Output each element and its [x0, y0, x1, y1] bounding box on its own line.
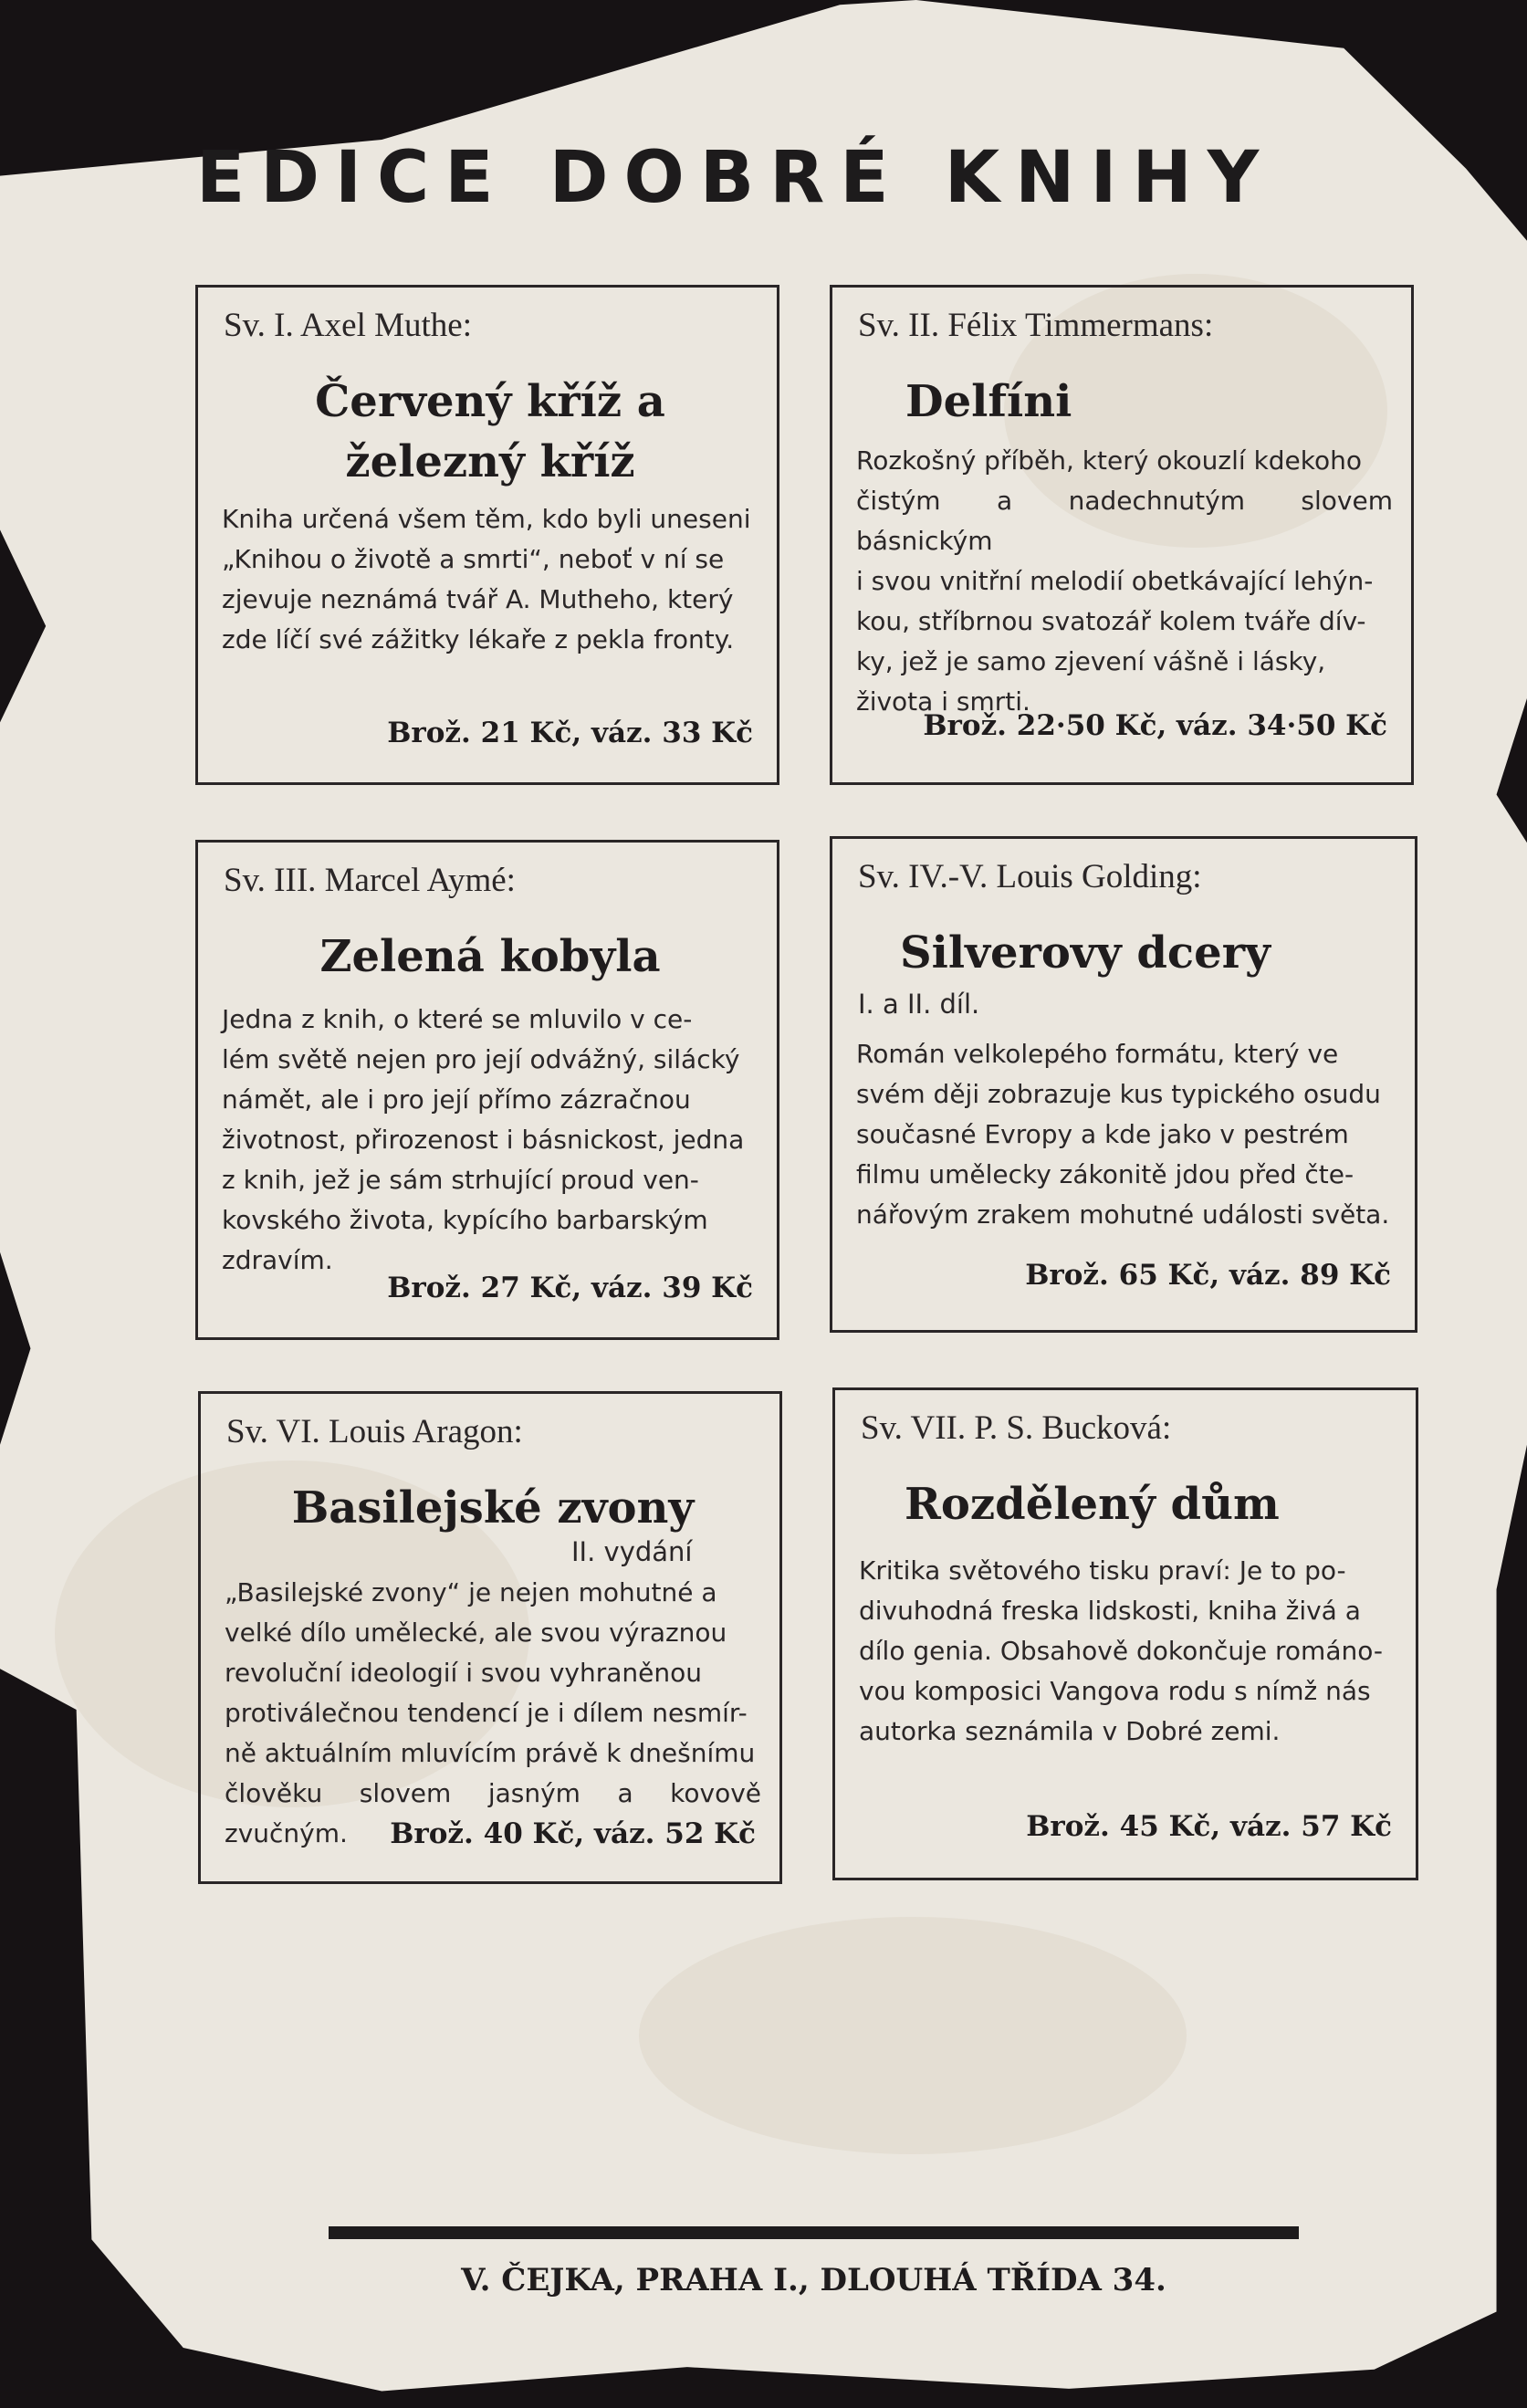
desc-line: filmu umělecky zákonitě jdou před čte-	[856, 1159, 1354, 1189]
book-price: Brož. 21 Kč, váz. 33 Kč	[387, 717, 753, 749]
book-title	[900, 923, 1271, 983]
book-card-1	[195, 285, 779, 785]
book-title-line: Silverovy dcery	[900, 927, 1271, 979]
desc-line: zjevuje neznámá tvář A. Mutheho, který	[222, 584, 734, 614]
book-card-2	[830, 285, 1414, 785]
desc-line: čistým a nadechnutým slovem básnickým	[856, 486, 1393, 556]
book-price: Brož. 65 Kč, váz. 89 Kč	[1025, 1259, 1391, 1292]
desc-line: životnost, přirozenost i básnickost, jedna	[222, 1125, 745, 1155]
desc-line: ky, jež je samo zjevení vášně i lásky,	[856, 646, 1326, 676]
desc-line: Kniha určená všem těm, kdo byli uneseni	[222, 504, 751, 534]
publisher-address: V. ČEJKA, PRAHA I., DLOUHÁ TŘÍDA 34.	[461, 2262, 1166, 2298]
desc-line: „Knihou o životě a smrti“, neboť v ní se	[222, 544, 725, 574]
book-price: Brož. 27 Kč, váz. 39 Kč	[387, 1272, 753, 1304]
desc-line: ně aktuálním mluvícím právě k dnešnímu	[225, 1738, 756, 1768]
desc-line: svém ději zobrazuje kus typického osudu	[856, 1079, 1381, 1109]
desc-line: z knih, jež je sám strhující proud ven-	[222, 1165, 699, 1195]
desc-line: Jedna z knih, o které se mluvilo v ce-	[222, 1004, 693, 1034]
book-author: Sv. IV.-V. Louis Golding:	[858, 858, 1202, 895]
desc-line: „Basilejské zvony“ je nejen mohutné a	[225, 1577, 717, 1607]
paper-stain	[639, 1917, 1187, 2154]
book-author: Sv. III. Marcel Aymé:	[224, 862, 516, 899]
book-title-line: Zelená kobyla	[319, 931, 661, 982]
book-title-line: Delfíni	[905, 376, 1072, 427]
book-description	[225, 1573, 761, 1854]
book-subtitle: II. vydání	[571, 1536, 693, 1567]
book-price: Brož. 40 Kč, váz. 52 Kč	[390, 1817, 756, 1850]
book-card-4	[830, 836, 1417, 1333]
book-title	[905, 372, 1072, 432]
desc-line: kou, stříbrnou svatozář kolem tváře dív-	[856, 606, 1366, 636]
desc-line: protiválečnou tendencí je i dílem nesmír-	[225, 1698, 748, 1728]
book-description	[222, 499, 758, 660]
book-title	[198, 372, 782, 492]
book-card-3	[195, 840, 779, 1340]
book-title	[198, 927, 782, 987]
book-title	[201, 1478, 785, 1538]
book-description	[222, 1000, 758, 1281]
desc-line: člověku slovem jasným a kovově zvučným.	[225, 1778, 761, 1848]
book-description	[856, 441, 1393, 722]
desc-line: kovského života, kypícího barbarským	[222, 1205, 708, 1235]
desc-line: divuhodná freska lidskosti, kniha živá a	[859, 1596, 1361, 1626]
book-author: Sv. VII. P. S. Bucková:	[861, 1409, 1172, 1447]
book-title	[905, 1474, 1280, 1534]
book-description	[856, 1034, 1396, 1235]
book-title-line: Basilejské zvony	[291, 1482, 695, 1534]
desc-line: revoluční ideologií i svou vyhraněnou	[225, 1658, 702, 1688]
desc-line: života i smrti.	[856, 686, 1030, 717]
book-author: Sv. II. Félix Timmermans:	[858, 307, 1214, 344]
book-title-line: Červený kříž a	[315, 376, 665, 427]
desc-line: Román velkolepého formátu, který ve	[856, 1039, 1339, 1069]
desc-line: velké dílo umělecké, ale svou výraznou	[225, 1618, 727, 1648]
book-description	[859, 1551, 1397, 1752]
book-subtitle: I. a II. díl.	[858, 989, 980, 1020]
desc-line: současné Evropy a kde jako v pestrém	[856, 1119, 1349, 1149]
desc-line: Rozkošný příběh, který okouzlí kdekoho	[856, 445, 1363, 476]
book-title-line: železný kříž	[345, 436, 635, 487]
desc-line: i svou vnitřní melodií obetkávající lehýn-	[856, 566, 1374, 596]
book-author: Sv. VI. Louis Aragon:	[226, 1413, 523, 1450]
desc-line: vou komposici Vangova rodu s nímž nás	[859, 1676, 1371, 1706]
desc-line: dílo genia. Obsahově dokončuje románo-	[859, 1636, 1383, 1666]
page-title: EDICE DOBRÉ KNIHY	[196, 137, 1275, 219]
book-author: Sv. I. Axel Muthe:	[224, 307, 473, 344]
desc-line: námět, ale i pro její přímo zázračnou	[222, 1084, 691, 1115]
book-title-line: Rozdělený dům	[905, 1479, 1280, 1530]
footer-rule	[329, 2226, 1299, 2239]
desc-line: zdravím.	[222, 1245, 333, 1275]
desc-line: nářovým zrakem mohutné události světa.	[856, 1199, 1390, 1230]
desc-line: zde líčí své zážitky lékaře z pekla fronty.	[222, 624, 735, 654]
book-card-6	[832, 1387, 1418, 1880]
book-price: Brož. 45 Kč, váz. 57 Kč	[1026, 1810, 1392, 1843]
desc-line: Kritika světového tisku praví: Je to po-	[859, 1555, 1346, 1586]
book-price: Brož. 22·50 Kč, váz. 34·50 Kč	[923, 709, 1387, 742]
book-card-5	[198, 1391, 782, 1884]
desc-line: autorka seznámila v Dobré zemi.	[859, 1716, 1281, 1746]
desc-line: lém světě nejen pro její odvážný, silácký	[222, 1044, 740, 1074]
